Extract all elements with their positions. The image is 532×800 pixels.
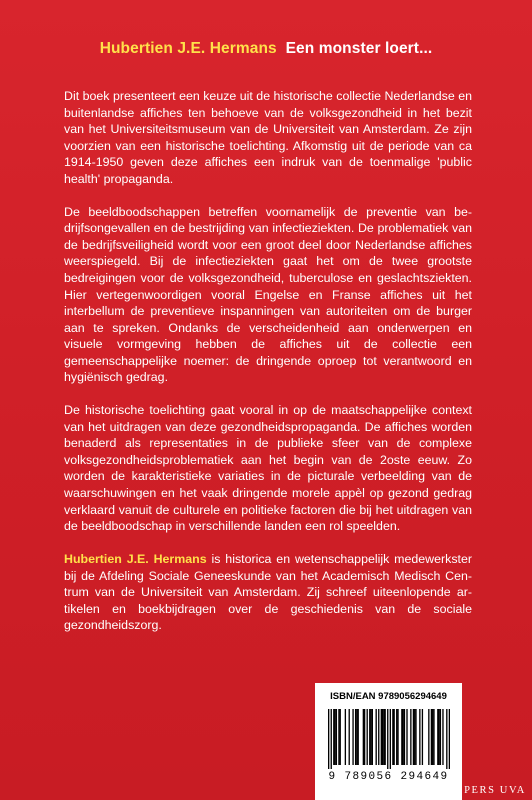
barcode-bar bbox=[349, 709, 350, 765]
barcode-bar bbox=[352, 709, 353, 765]
barcode-bar bbox=[355, 709, 356, 765]
barcode-bar bbox=[432, 709, 433, 765]
barcode-bar bbox=[334, 709, 335, 765]
barcode-bar bbox=[333, 709, 334, 765]
barcode-bar bbox=[415, 709, 416, 765]
barcode-bar bbox=[376, 709, 377, 765]
barcode-bar bbox=[364, 709, 365, 765]
barcode-bar bbox=[396, 709, 397, 765]
barcode-bar bbox=[402, 709, 403, 765]
barcode-bar bbox=[422, 709, 423, 765]
barcode-bar bbox=[345, 709, 346, 765]
blurb-paragraph-3: De historische toelichting gaat vooral in op de maatschappelijke context van het uitdragen van deze gezondheidspropaganda. De affiches worden benaderd als representaties in de publieke sfeer van de complexe volksgezondheidsproblematiek aan het begin van de 2oste eeuw. Zo worden de karakteristieke variaties in de picturale verbeelding van de waarschuwingen en het vaak dringende morele appèl op gezond gedrag verklaard vanuit de culturele en politieke factoren die bij het uitdragen van de beeldboodschap in verschillende landen een rol speelden. bbox=[64, 403, 472, 534]
barcode-bar bbox=[331, 709, 332, 769]
barcode-bar bbox=[437, 709, 438, 765]
barcode-bar bbox=[369, 709, 370, 765]
barcode-bar bbox=[414, 709, 415, 765]
barcode-bar bbox=[336, 709, 337, 765]
blurb-paragraph-1: Dit boek presenteert een keuze uit de historische collectie Nederlandse en buitenlandse affiches ten behoeve van de volksgezondheid in het bezit van het Universiteitsmuseum van de Universiteit van Amsterdam. Ze zijn voorzien van een historische toelichting. Afkomstig uit de periode van ca 1914-1950 geven deze affiches een indruk van de toenmalige 'public health' propaganda. bbox=[64, 89, 472, 186]
author-bio bbox=[64, 551, 472, 634]
cover-header bbox=[0, 40, 532, 58]
barcode-bar bbox=[387, 709, 388, 769]
barcode-bar bbox=[390, 709, 391, 769]
barcode-bar bbox=[404, 709, 405, 765]
barcode-bar bbox=[382, 709, 383, 765]
barcode-bar bbox=[338, 709, 339, 765]
barcode-bar bbox=[378, 709, 379, 765]
barcode-bar bbox=[449, 709, 450, 769]
barcode-bar bbox=[385, 709, 386, 765]
barcode-bar bbox=[410, 709, 411, 765]
barcode-bar bbox=[383, 709, 384, 765]
barcode-bar bbox=[381, 709, 382, 765]
barcode-bar bbox=[367, 709, 368, 765]
barcode-bars bbox=[328, 709, 450, 769]
barcode-bar bbox=[438, 709, 439, 765]
barcode-bar bbox=[419, 709, 420, 765]
barcode-bar bbox=[370, 709, 371, 765]
barcode-bar bbox=[413, 709, 414, 765]
barcode-bar bbox=[393, 709, 394, 765]
barcode-digits: 9 789056 294649 bbox=[328, 771, 449, 783]
barcode-bar bbox=[406, 709, 407, 765]
barcode-bar bbox=[328, 709, 329, 769]
barcode-box bbox=[315, 683, 462, 800]
barcode-bar bbox=[401, 709, 402, 765]
barcode-bar bbox=[340, 709, 341, 765]
isbn-label: ISBN/EAN 9789056294649 bbox=[330, 691, 447, 702]
bio-text: is historica en wetenschappelijk medewerkster bij de Afdeling Sociale Geneeskunde van het Academisch Medisch Centrum van de Universiteit van Amsterdam. Zij schreef uiteenlopende artikelen en boekbijdragen over de geschiedenis van de sociale gezondheidszorg. bbox=[64, 552, 472, 633]
barcode-bar bbox=[433, 709, 434, 765]
barcode-bar bbox=[363, 709, 364, 765]
publisher-logo: VOSSIUSPERS UVA bbox=[409, 785, 526, 796]
barcode-bar bbox=[397, 709, 398, 765]
bio-author-name: Hubertien J.E. Hermans bbox=[64, 552, 207, 567]
blurb-text bbox=[64, 88, 472, 650]
barcode-bar bbox=[392, 709, 393, 765]
barcode-bar bbox=[442, 709, 443, 765]
barcode-bar bbox=[446, 709, 447, 769]
blurb-paragraph-2: De beeldboodschappen betreffen voornamelijk de preventie van bedrijfsongevallen en de bestrijding van infectieziekten. De problematiek van de bedrijfsveiligheid wordt voor een groot deel door Nederlandse affiches weerspiegeld. Bij de infectieziekten gaat het om de twee grootste bedreigingen voor de volksgezondheid, tuberculose en geslachtsziekten. Hier vertegenwoordigen vooral Engelse en Franse affiches uit het interbellum de preventieve inspanningen van autoriteiten om de burger aan te spreken. Ondanks de verscheidenheid aan onderwerpen en visuele vormgeving hebben de affiches uit de collectie een gemeenschappelijke noemer: de dringende oproep tot verantwoord en hygiënisch gedrag. bbox=[64, 204, 472, 385]
barcode-bar bbox=[372, 709, 373, 765]
barcode-bar bbox=[428, 709, 429, 765]
barcode-bar bbox=[431, 709, 432, 765]
barcode-bar bbox=[358, 709, 359, 765]
header-title bbox=[281, 40, 432, 57]
barcode-bar bbox=[356, 709, 357, 765]
barcode-bar bbox=[440, 709, 441, 765]
header-author: Hubertien J.E. Hermans bbox=[99, 40, 277, 57]
header-title-text: Een monster loert... bbox=[285, 40, 433, 57]
